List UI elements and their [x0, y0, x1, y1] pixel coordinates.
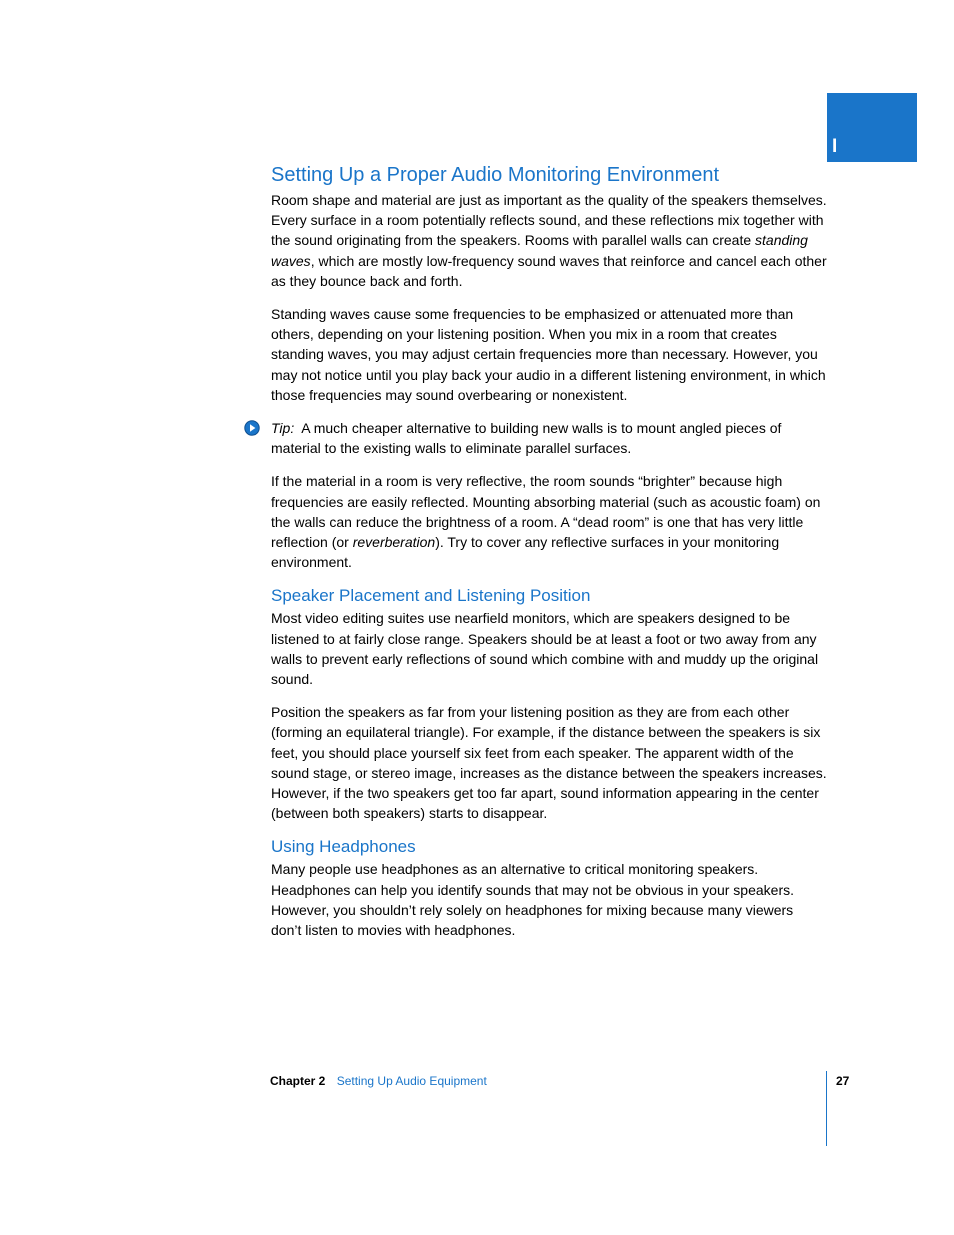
term-standing-waves: standing waves [271, 232, 808, 269]
reflective-text-part2: ). Try to cover any reflective surfaces in your monitoring environment. [271, 534, 780, 571]
speaker-paragraph-2: Position the speakers as far from your listening position as they are from each other (forming an equilateral triangle). For example, if the distance between the speakers is six feet, you should place yourself six feet from each speaker. The apparent width of the sound stage, or stereo image, increases as the distance between the speakers increases. However, if the two speakers get too far apart, sound information appearing in the center (between both speakers) starts to disappear. [271, 704, 827, 822]
arrow-circle-icon [244, 420, 260, 436]
tip-paragraph [271, 418, 827, 458]
headphones-paragraph: Many people use headphones as an alternative to critical monitoring speakers. Headphones can help you identify sounds that may not be obvious in your speakers. However, you shouldn’t rely solely on headphones for mixing because many viewers don’t listen to movies with headphones. [271, 861, 794, 939]
page-footer [270, 1072, 850, 1090]
footer-divider [826, 1071, 827, 1146]
intro-text-part1: Room shape and material are just as important as the quality of the speakers themselves. Every surface in a room potentially reflects sound, and these reflections mix together with the sound originating from the speakers. Rooms with parallel walls can create [271, 192, 827, 249]
intro-paragraph-1 [271, 190, 827, 291]
speaker-paragraph-1: Most video editing suites use nearfield monitors, which are speakers designed to be listened to at fairly close range. Speakers should be at least a foot or two away from any walls to prevent early reflections of sound which combine with and muddy up the original sound. [271, 610, 819, 688]
reflective-text-part1: If the material in a room is very reflective, the room sounds “brighter” because high frequencies are easily reflected. Mounting absorbing material (such as acoustic foam) on the walls can reduce the brightness of a room. A “dead room” is one that has very little reflection (or [271, 473, 821, 551]
chapter-tab-mark: I [832, 136, 838, 157]
tip-label: Tip: [271, 420, 295, 437]
page-number: 27 [836, 1074, 850, 1088]
tip-note [271, 418, 827, 458]
footer-chapter-label: Chapter 2 [270, 1074, 326, 1088]
term-reverberation: reverberation [352, 534, 436, 551]
page-content [271, 160, 827, 940]
intro-paragraph-2: Standing waves cause some frequencies to be emphasized or attenuated more than others, depending on your listening position. When you mix in a room that creates standing waves, you may adjust certain frequencies more than necessary. However, you may not notice until you play back your audio in a different listening environment, in which those frequencies may sound overbearing or nonexistent. [271, 306, 826, 403]
reflective-paragraph [271, 471, 827, 572]
footer-chapter-title[interactable]: Setting Up Audio Equipment [336, 1074, 487, 1088]
section-heading: Setting Up a Proper Audio Monitoring Environment [271, 164, 720, 186]
chapter-tab [827, 93, 917, 162]
tip-text: A much cheaper alternative to building new walls is to mount angled pieces of material to the existing walls to eliminate parallel surfaces. [271, 420, 782, 457]
intro-text-part2: , which are mostly low-frequency sound waves that reinforce and cancel each other as they bounce back and forth. [271, 252, 827, 289]
headphones-heading: Using Headphones [271, 837, 416, 857]
speaker-placement-heading: Speaker Placement and Listening Position [271, 586, 591, 606]
